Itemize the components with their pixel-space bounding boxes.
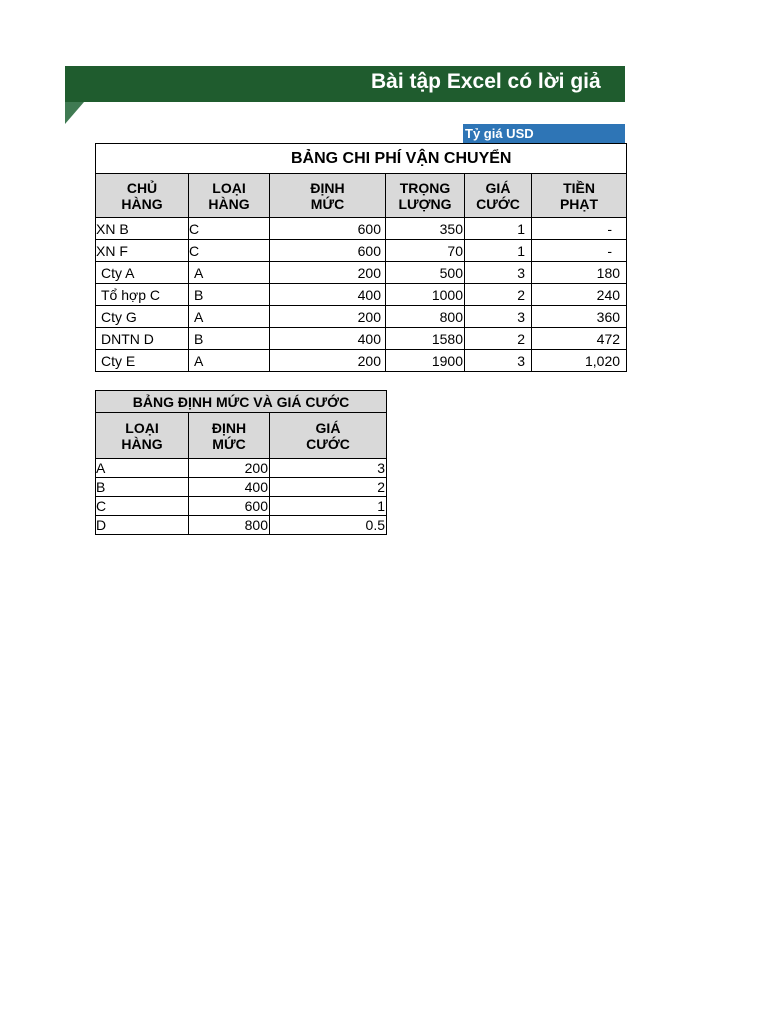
cell-rate[interactable]: 2 xyxy=(270,478,387,497)
cell-rate[interactable]: 1 xyxy=(270,497,387,516)
cell-rate[interactable]: 3 xyxy=(465,350,532,372)
shipping-cost-table xyxy=(95,143,627,372)
cell-quota[interactable]: 600 xyxy=(270,218,386,240)
banner-fold-decoration xyxy=(65,102,84,124)
table-row xyxy=(96,306,627,328)
cell-quota[interactable]: 200 xyxy=(270,350,386,372)
cell-quota[interactable]: 600 xyxy=(189,497,270,516)
table-row xyxy=(96,516,387,535)
table-row xyxy=(96,478,387,497)
header-goods-type[interactable]: LOẠI HÀNG xyxy=(96,413,189,459)
cell-quota[interactable]: 400 xyxy=(270,284,386,306)
cell-quota[interactable]: 400 xyxy=(270,328,386,350)
cell-owner[interactable]: Cty G xyxy=(96,306,189,328)
cell-quota[interactable]: 600 xyxy=(270,240,386,262)
cell-owner[interactable]: XN B xyxy=(96,218,189,240)
table-row xyxy=(96,497,387,516)
shipping-table-title: BẢNG CHI PHÍ VẬN CHUYỂN xyxy=(96,144,627,174)
banner-title: Bài tập Excel có lời giả xyxy=(371,70,601,93)
table-row xyxy=(96,262,627,284)
cell-owner[interactable]: Tổ hợp C xyxy=(96,284,189,306)
rate-table-title: BẢNG ĐỊNH MỨC VÀ GIÁ CƯỚC xyxy=(96,391,387,413)
cell-goods-type[interactable]: D xyxy=(96,516,189,535)
header-quota[interactable]: ĐỊNH MỨC xyxy=(189,413,270,459)
cell-rate[interactable]: 2 xyxy=(465,284,532,306)
cell-weight[interactable]: 1000 xyxy=(386,284,465,306)
cell-owner[interactable]: Cty E xyxy=(96,350,189,372)
title-banner xyxy=(65,66,625,102)
cell-quota[interactable]: 400 xyxy=(189,478,270,497)
cell-goods-type[interactable]: A xyxy=(189,262,270,284)
header-weight[interactable]: TRỌNG LƯỢNG xyxy=(386,174,465,218)
cell-penalty[interactable]: 180 xyxy=(532,262,627,284)
table-row xyxy=(96,459,387,478)
rate-table-header-row xyxy=(96,413,387,459)
cell-rate[interactable]: 0.5 xyxy=(270,516,387,535)
cell-rate[interactable]: 3 xyxy=(465,306,532,328)
cell-rate[interactable]: 2 xyxy=(465,328,532,350)
cell-penalty[interactable]: - xyxy=(532,240,627,262)
cell-goods-type[interactable]: B xyxy=(189,284,270,306)
cell-owner[interactable]: Cty A xyxy=(96,262,189,284)
cell-goods-type[interactable]: C xyxy=(189,240,270,262)
header-quota[interactable]: ĐỊNH MỨC xyxy=(270,174,386,218)
header-rate[interactable]: GIÁ CƯỚC xyxy=(270,413,387,459)
cell-weight[interactable]: 1900 xyxy=(386,350,465,372)
header-rate[interactable]: GIÁ CƯỚC xyxy=(465,174,532,218)
table-row xyxy=(96,218,627,240)
quota-rate-table xyxy=(95,390,387,535)
cell-weight[interactable]: 1580 xyxy=(386,328,465,350)
header-owner[interactable]: CHỦ HÀNG xyxy=(96,174,189,218)
cell-owner[interactable]: DNTN D xyxy=(96,328,189,350)
cell-rate[interactable]: 3 xyxy=(465,262,532,284)
cell-quota[interactable]: 200 xyxy=(189,459,270,478)
cell-goods-type[interactable]: A xyxy=(96,459,189,478)
exchange-rate-cell[interactable]: Tỷ giá USD xyxy=(463,124,625,143)
cell-quota[interactable]: 800 xyxy=(189,516,270,535)
cell-rate[interactable]: 1 xyxy=(465,218,532,240)
table-row xyxy=(96,240,627,262)
header-penalty[interactable]: TIỀN PHẠT xyxy=(532,174,627,218)
header-goods-type[interactable]: LOẠI HÀNG xyxy=(189,174,270,218)
cell-rate[interactable]: 3 xyxy=(270,459,387,478)
table-row xyxy=(96,328,627,350)
table-row xyxy=(96,284,627,306)
cell-rate[interactable]: 1 xyxy=(465,240,532,262)
cell-weight[interactable]: 800 xyxy=(386,306,465,328)
cell-owner[interactable]: XN F xyxy=(96,240,189,262)
cell-quota[interactable]: 200 xyxy=(270,262,386,284)
cell-goods-type[interactable]: C xyxy=(96,497,189,516)
shipping-table-header-row xyxy=(96,174,627,218)
cell-goods-type[interactable]: A xyxy=(189,350,270,372)
cell-penalty[interactable]: - xyxy=(532,218,627,240)
cell-weight[interactable]: 70 xyxy=(386,240,465,262)
cell-penalty[interactable]: 1,020 xyxy=(532,350,627,372)
cell-weight[interactable]: 500 xyxy=(386,262,465,284)
cell-goods-type[interactable]: C xyxy=(189,218,270,240)
cell-goods-type[interactable]: B xyxy=(189,328,270,350)
cell-penalty[interactable]: 472 xyxy=(532,328,627,350)
cell-goods-type[interactable]: B xyxy=(96,478,189,497)
cell-penalty[interactable]: 360 xyxy=(532,306,627,328)
table-row xyxy=(96,350,627,372)
cell-weight[interactable]: 350 xyxy=(386,218,465,240)
cell-penalty[interactable]: 240 xyxy=(532,284,627,306)
cell-goods-type[interactable]: A xyxy=(189,306,270,328)
cell-quota[interactable]: 200 xyxy=(270,306,386,328)
